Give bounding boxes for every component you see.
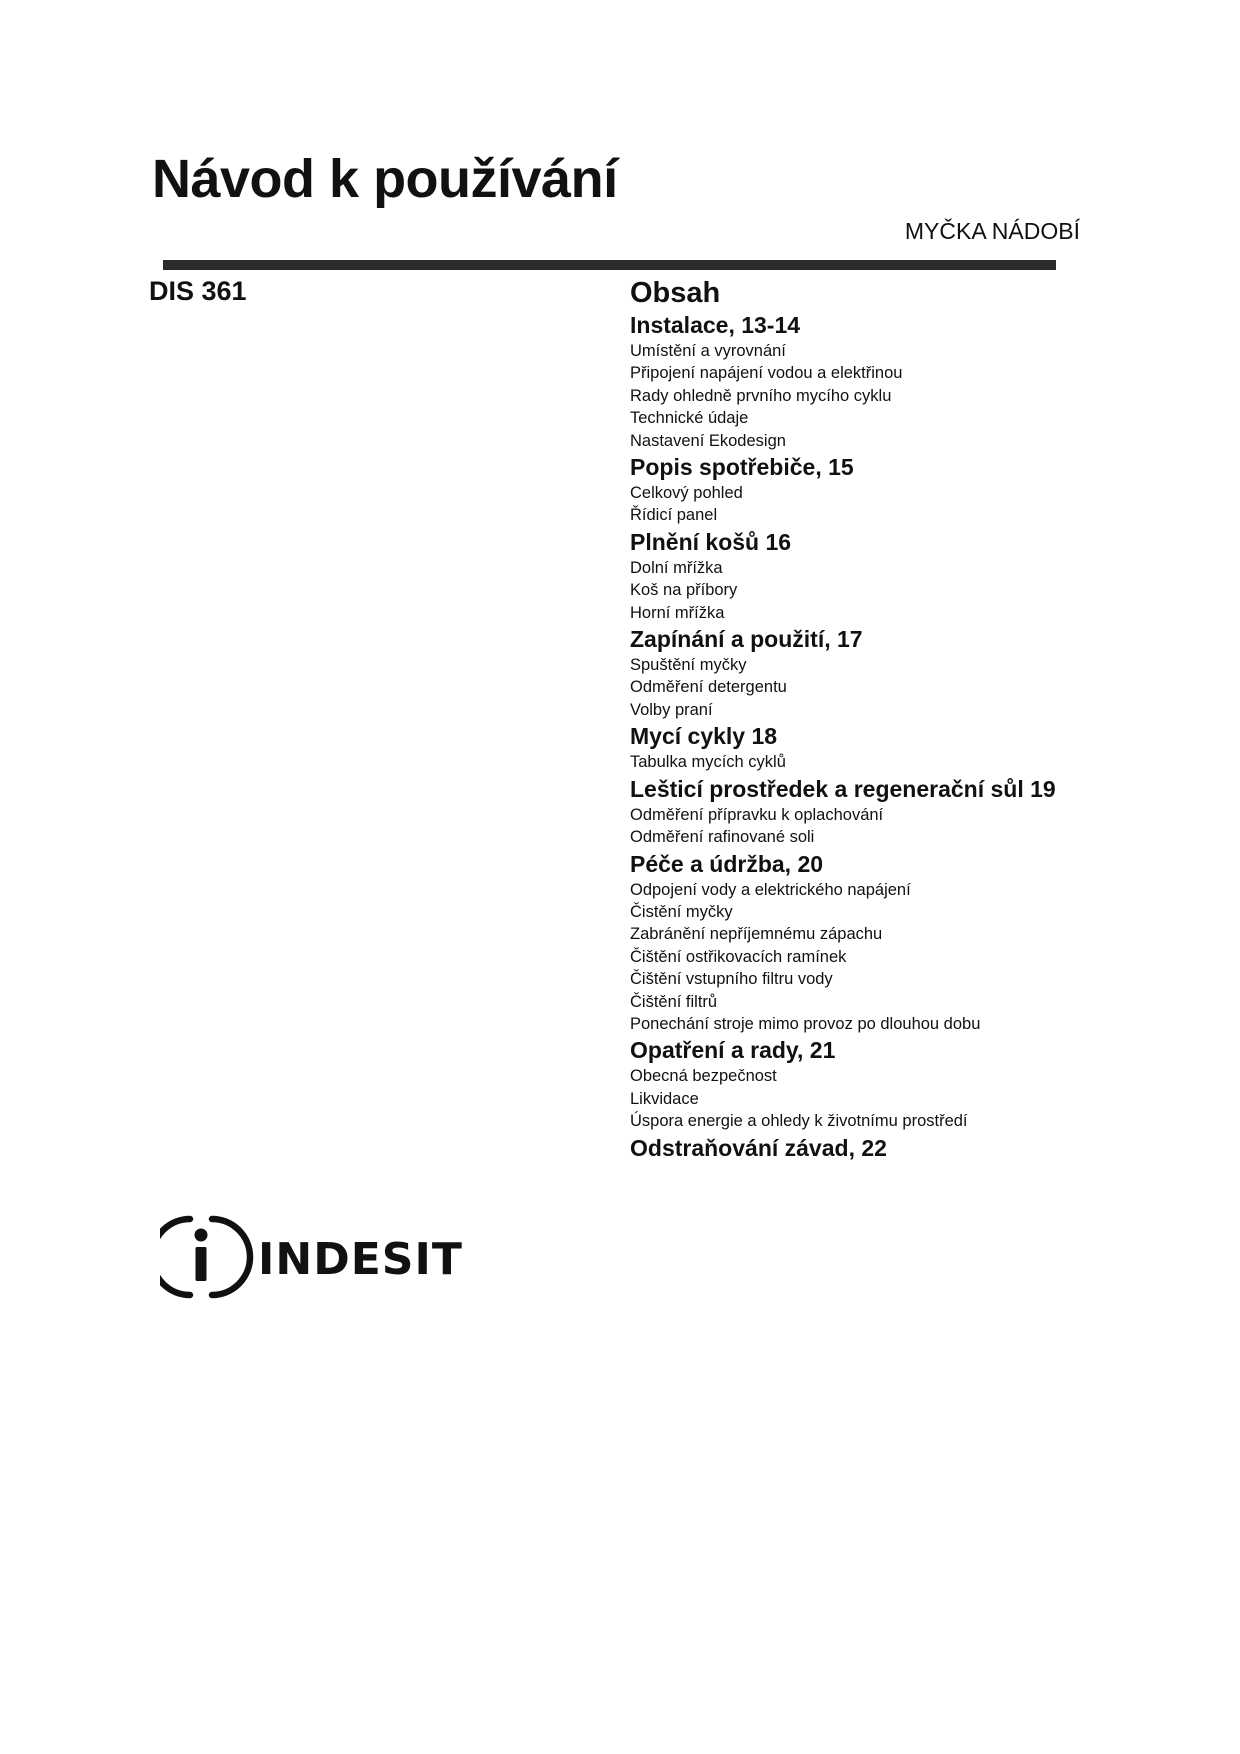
toc-item: Koš na příbory (630, 581, 738, 600)
toc-section-title: Opatření a rady, 21 (630, 1037, 836, 1064)
toc-section (630, 1035, 1090, 1132)
toc-item: Likvidace (630, 1089, 699, 1108)
toc-section (630, 774, 1090, 849)
toc-section (630, 452, 1090, 527)
toc-item: Ponechání stroje mimo provoz po dlouhou dobu (630, 1014, 981, 1033)
toc-item: Připojení napájení vodou a elektřinou (630, 364, 903, 383)
product-category: MYČKA NÁDOBÍ (904, 218, 1080, 244)
toc-item: Čištění filtrů (630, 992, 718, 1011)
header-divider (163, 260, 1056, 270)
toc-item: Odpojení vody a elektrického napájení (630, 880, 911, 899)
toc-section (630, 721, 1090, 773)
table-of-contents (630, 276, 1090, 1163)
toc-sections (630, 310, 1090, 1163)
toc-item: Volby praní (630, 700, 713, 719)
toc-section-title: Zapínání a použití, 17 (630, 626, 863, 653)
toc-item: Čištění vstupního filtru vody (630, 970, 833, 989)
toc-item: Odměření přípravku k oplachování (630, 805, 884, 824)
toc-item: Nastavení Ekodesign (630, 431, 786, 450)
toc-section-title: Péče a údržba, 20 (630, 850, 824, 877)
toc-item: Čistění myčky (630, 902, 733, 921)
toc-item: Odměření detergentu (630, 678, 787, 697)
page-title: Návod k používání (152, 149, 618, 209)
toc-item: Umístění a vyrovnání (630, 342, 786, 360)
toc-section (630, 310, 1090, 452)
toc-item: Obecná bezpečnost (630, 1067, 777, 1086)
toc-item: Spuštění myčky (630, 656, 747, 675)
toc-item: Čištění ostřikovacích ramínek (630, 947, 847, 966)
toc-item: Dolní mřížka (630, 558, 723, 577)
model-number: DIS 361 (149, 276, 247, 306)
toc-item: Rady ohledně prvního mycího cyklu (630, 386, 892, 405)
toc-item: Celkový pohled (630, 484, 743, 503)
toc-section-title: Instalace, 13-14 (630, 312, 801, 338)
toc-section-title: Popis spotřebiče, 15 (630, 454, 854, 481)
toc-section (630, 1133, 1090, 1163)
toc-section-title: Lešticí prostředek a regenerační sůl 19 (630, 775, 1056, 802)
indesit-logo (160, 1212, 480, 1302)
toc-section-title: Plnění košů 16 (630, 528, 792, 555)
toc-section (630, 624, 1090, 721)
toc-section (630, 849, 1090, 1036)
toc-item: Úspora energie a ohledy k životnímu prostředí (630, 1112, 968, 1131)
toc-section-title: Mycí cykly 18 (630, 723, 778, 750)
toc-heading: Obsah (630, 277, 721, 309)
toc-item: Horní mřížka (630, 603, 725, 622)
toc-section (630, 527, 1090, 624)
toc-item: Řídicí panel (630, 506, 718, 525)
logo-wordmark: INDESIT (258, 1234, 463, 1285)
toc-item: Zabránění nepříjemnému zápachu (630, 925, 883, 944)
toc-item: Odměření rafinované soli (630, 828, 815, 847)
logo-i-icon (160, 1219, 250, 1295)
toc-section-title: Odstraňování závad, 22 (630, 1134, 887, 1161)
toc-item: Tabulka mycích cyklů (630, 753, 786, 772)
toc-item: Technické údaje (630, 409, 749, 428)
